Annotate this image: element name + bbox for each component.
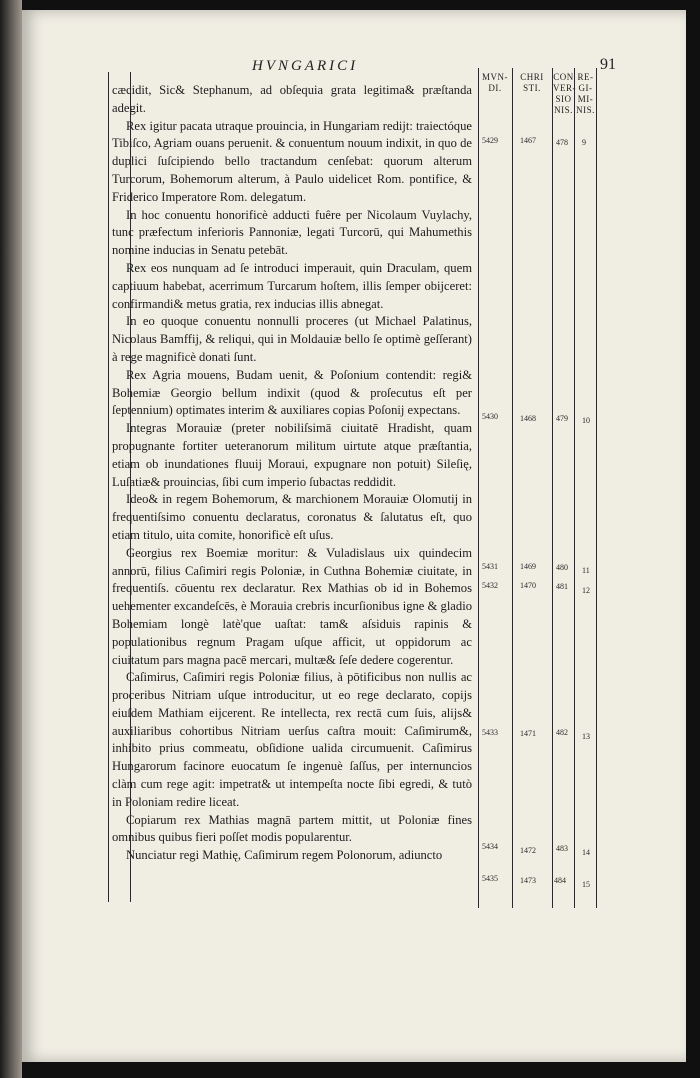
- year-regni: 14: [582, 848, 590, 857]
- paragraph: Copiarum rex Mathias magnā partem mittit, ut Poloniæ fines omnibus quibus fieri poſſet modis popularentur.: [112, 812, 472, 845]
- col-head-regni: RE- GI- MI- NIS.: [576, 72, 595, 115]
- year-regni: 13: [582, 732, 590, 741]
- year-regni: 9: [582, 138, 586, 147]
- year-conversionis: 482: [556, 728, 568, 737]
- col-head-conversionis: CON VER- SIO NIS.: [553, 72, 576, 115]
- col-head-mundi: MVN- DI.: [482, 72, 508, 93]
- paragraph: In eo quoque conuentu nonnulli proceres (ut Michael Palatinus, Nicolaus Bamffij, & reliqui, qui in Moldauiæ bello ſe optimè geſſerant) à rege magnificè donati ſunt.: [112, 314, 472, 364]
- column-rule-2: [512, 68, 513, 908]
- year-christi: 1470: [520, 581, 536, 590]
- year-conversionis: 478: [556, 138, 568, 147]
- book-spine: [0, 0, 22, 1078]
- year-christi: 1473: [520, 876, 536, 885]
- column-rule-1: [478, 68, 479, 908]
- year-conversionis: 481: [556, 582, 568, 591]
- year-christi: 1468: [520, 414, 536, 423]
- year-mundi: 5432: [482, 581, 498, 590]
- year-regni: 15: [582, 880, 590, 889]
- year-christi: 1471: [520, 729, 536, 738]
- paragraph: In hoc conuentu honorificè adducti fuêre per Nicolaum Vuylachy, tunc præfectum inferioris Pannoniæ, legati Turcorū, qui Mahumethis nomine inducias in Senatu petebāt.: [112, 207, 472, 258]
- running-head: HVNGARICI: [252, 58, 359, 74]
- year-conversionis: 484: [554, 876, 566, 885]
- column-rule-3: [552, 68, 553, 908]
- year-conversionis: 480: [556, 563, 568, 572]
- year-regni: 12: [582, 586, 590, 595]
- year-conversionis: 483: [556, 844, 568, 853]
- year-christi: 1467: [520, 136, 536, 145]
- year-conversionis: 479: [556, 414, 568, 423]
- paragraph: Integras Morauiæ (preter nobiliſsimā ciuitatē Hradisht, quam propugnante fortiter ueteranorum militum uirtute atque præſtantia, etiam ob inundationes fluuij Moraui, expugnare non potuit) Sileſię, Luſatiæ& prouincias, ſibi cum imperio ſubactas reddidit.: [112, 421, 472, 489]
- paragraph: Nunciatur regi Mathię, Caſimirum regem Polonorum, adiuncto: [126, 848, 443, 863]
- year-mundi: 5431: [482, 562, 498, 571]
- year-christi: 1472: [520, 846, 536, 855]
- year-christi: 1469: [520, 562, 536, 571]
- folio-number: 91: [600, 56, 616, 73]
- column-rule-5: [596, 68, 597, 908]
- paragraph: Rex eos nunquam ad ſe introduci imperauit, quin Draculam, quem captiuum habebat, acerrimum Turcarum hoſtem, illis ſemper obijceret: confirmandi& metus gratia, rex inducias illis abnegat.: [112, 260, 472, 311]
- left-margin-rule: [108, 72, 109, 902]
- year-mundi: 5435: [482, 874, 498, 883]
- paragraph: cæcidit, Sic& Stephanum, ad obſequia grata legitima& præſtanda adegit.: [112, 83, 472, 115]
- paragraph: Georgius rex Boemiæ moritur: & Vuladislaus uix quindecim annorū, filius Caſimiri regis Poloniæ, in Cuthna Bohemiæ ciuitate, in frequentiſs. cōuentu rex declaratur. Rex Mathias ob id in Bohemos uehementer excandeſcēs, è Morauia crebris incurſionibus igne & gladio Bohemiam longè latè'que uaſtat: tam& aſsiduis rapinis & populationibus regnum Pragam uſque afficit, ut oppidorum ac ciuitatum pars magna pacē mercari, multæ& ſeſe dedere cogerentur.: [112, 545, 472, 667]
- paragraph: Rex Agria mouens, Budam uenit, & Poſonium contendit: regi& Bohemiæ Georgio bellum indixit (quod & proſecutus eſt per ſeptennium) optimates interim & auxiliares copias Poſonij expectans.: [112, 367, 472, 418]
- col-head-christi: CHRI STI.: [520, 72, 544, 93]
- paragraph: Rex igitur pacata utraque prouincia, in Hungariam redijt: traiectóque Tibiſco, Agriam ouans peruenit. & conuentum nouum indixit, in quo de duplici ſuſcipiendo bello tractandum cenſebat: quorum alterum Turcorum, Bohemorum alterum, à Paulo uidelicet Rom. pontifice, & Friderico Imperatore Rom. delegatum.: [112, 118, 472, 204]
- paragraph: Ideo& in regem Bohemorum, & marchionem Morauiæ Olomutij in frequentiſsimo conuentu declaratus, coronatus & ſalutatus eſt, quo etiam titulo, uita comite, honorificè eſt uſus.: [112, 492, 472, 542]
- year-regni: 11: [582, 566, 590, 575]
- year-mundi: 5434: [482, 842, 498, 851]
- book-page: [22, 10, 686, 1062]
- paragraph: Caſimirus, Caſimiri regis Poloniæ filius, à pōtificibus non nullis ac proceribus Nitriam uſque introducitur, ut eo rege declarato, copijs eiuſdem Mathiam eijcerent. Re intellecta, rex rectā cum ſuis, alijs& auxiliaribus cohortibus Nitriam uerſus caſtra mouit: Caſimirum&, inhibito prius commeatu, obſidione ualida circumuenit. Caſimirus Hungarorum facinore euocatum ſe ingenuè ſaſſus, per internuncios clàm cum rege agit: impetrat& ut intempeſta nocte ſibi egredi, & tutò in Poloniam redire liceat.: [112, 670, 472, 809]
- year-mundi: 5433: [482, 728, 498, 737]
- year-mundi: 5430: [482, 412, 498, 421]
- column-rule-4: [574, 68, 575, 908]
- year-regni: 10: [582, 416, 590, 425]
- year-mundi: 5429: [482, 136, 498, 145]
- main-text-block: [112, 82, 472, 865]
